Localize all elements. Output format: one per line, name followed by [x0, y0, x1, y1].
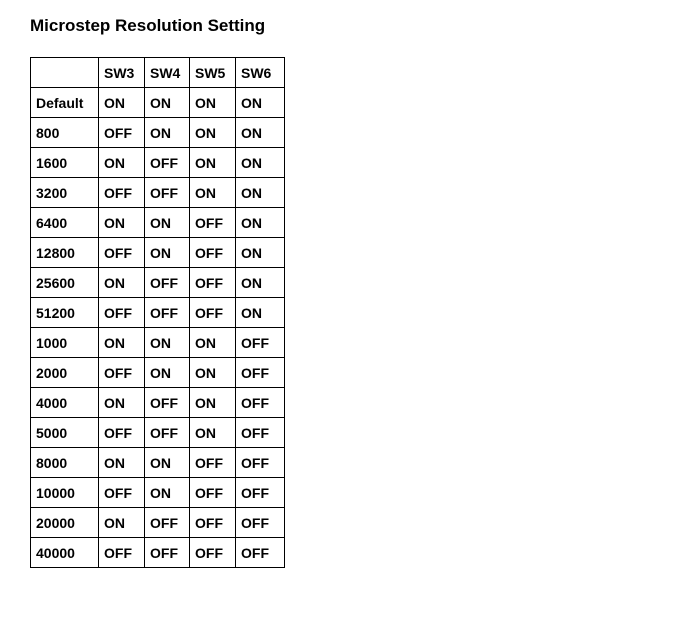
table-row — [31, 508, 285, 538]
table-row — [31, 388, 285, 418]
column-header-sw: SW3 — [99, 58, 145, 88]
switch-state-cell: OFF — [190, 298, 236, 328]
switch-state-cell: OFF — [236, 448, 285, 478]
switch-state-cell: ON — [99, 88, 145, 118]
table-row — [31, 148, 285, 178]
table-row — [31, 328, 285, 358]
switch-state-cell: ON — [99, 208, 145, 238]
resolution-cell: 12800 — [31, 238, 99, 268]
table-row — [31, 538, 285, 568]
resolution-cell: 4000 — [31, 388, 99, 418]
table-row — [31, 268, 285, 298]
resolution-cell: 6400 — [31, 208, 99, 238]
switch-state-cell: OFF — [190, 448, 236, 478]
table-row — [31, 418, 285, 448]
header-corner-cell — [31, 58, 99, 88]
switch-state-cell: ON — [99, 148, 145, 178]
switch-state-cell: OFF — [99, 418, 145, 448]
switch-state-cell: ON — [190, 358, 236, 388]
resolution-cell: Default — [31, 88, 99, 118]
table-row — [31, 298, 285, 328]
switch-state-cell: OFF — [236, 358, 285, 388]
switch-state-cell: ON — [145, 358, 190, 388]
switch-state-cell: OFF — [145, 148, 190, 178]
switch-state-cell: OFF — [236, 508, 285, 538]
resolution-cell: 25600 — [31, 268, 99, 298]
table-row — [31, 118, 285, 148]
switch-state-cell: OFF — [236, 328, 285, 358]
switch-state-cell: OFF — [145, 298, 190, 328]
switch-state-cell: OFF — [190, 238, 236, 268]
switch-state-cell: OFF — [190, 508, 236, 538]
table-row — [31, 478, 285, 508]
switch-state-cell: ON — [236, 208, 285, 238]
switch-state-cell: ON — [236, 118, 285, 148]
switch-state-cell: OFF — [99, 238, 145, 268]
switch-state-cell: OFF — [190, 268, 236, 298]
switch-state-cell: ON — [190, 418, 236, 448]
resolution-cell: 5000 — [31, 418, 99, 448]
resolution-cell: 51200 — [31, 298, 99, 328]
switch-state-cell: ON — [145, 328, 190, 358]
table-row — [31, 358, 285, 388]
resolution-cell: 1600 — [31, 148, 99, 178]
switch-state-cell: OFF — [145, 268, 190, 298]
switch-state-cell: ON — [236, 268, 285, 298]
column-header-sw: SW5 — [190, 58, 236, 88]
switch-state-cell: ON — [145, 208, 190, 238]
switch-state-cell: OFF — [190, 478, 236, 508]
switch-state-cell: OFF — [145, 388, 190, 418]
switch-state-cell: OFF — [99, 178, 145, 208]
switch-state-cell: ON — [99, 268, 145, 298]
switch-state-cell: ON — [190, 88, 236, 118]
switch-state-cell: OFF — [190, 208, 236, 238]
resolution-cell: 3200 — [31, 178, 99, 208]
resolution-cell: 40000 — [31, 538, 99, 568]
switch-state-cell: ON — [99, 328, 145, 358]
resolution-cell: 8000 — [31, 448, 99, 478]
switch-state-cell: OFF — [145, 418, 190, 448]
switch-state-cell: OFF — [145, 178, 190, 208]
column-header-sw: SW4 — [145, 58, 190, 88]
switch-state-cell: ON — [236, 178, 285, 208]
resolution-cell: 20000 — [31, 508, 99, 538]
page-title: Microstep Resolution Setting — [30, 16, 266, 35]
switch-state-cell: OFF — [145, 538, 190, 568]
switch-state-cell: ON — [145, 88, 190, 118]
switch-state-cell: ON — [99, 388, 145, 418]
switch-state-cell: OFF — [99, 118, 145, 148]
switch-state-cell: OFF — [190, 538, 236, 568]
resolution-cell: 1000 — [31, 328, 99, 358]
switch-state-cell: ON — [190, 178, 236, 208]
column-header-sw: SW6 — [236, 58, 285, 88]
switch-state-cell: ON — [145, 448, 190, 478]
microstep-resolution-table — [30, 57, 285, 568]
switch-state-cell: OFF — [236, 538, 285, 568]
table-row — [31, 238, 285, 268]
switch-state-cell: ON — [236, 238, 285, 268]
header-row — [31, 58, 285, 88]
switch-state-cell: OFF — [236, 418, 285, 448]
switch-state-cell: ON — [190, 118, 236, 148]
switch-state-cell: ON — [190, 148, 236, 178]
resolution-cell: 2000 — [31, 358, 99, 388]
resolution-cell: 10000 — [31, 478, 99, 508]
table-row — [31, 88, 285, 118]
switch-state-cell: ON — [190, 328, 236, 358]
switch-state-cell: OFF — [99, 358, 145, 388]
switch-state-cell: ON — [145, 478, 190, 508]
table-row — [31, 448, 285, 478]
switch-state-cell: ON — [145, 238, 190, 268]
switch-state-cell: ON — [236, 88, 285, 118]
table-row — [31, 208, 285, 238]
resolution-cell: 800 — [31, 118, 99, 148]
table-row — [31, 178, 285, 208]
switch-state-cell: OFF — [99, 538, 145, 568]
switch-state-cell: ON — [236, 298, 285, 328]
switch-state-cell: OFF — [99, 298, 145, 328]
switch-state-cell: ON — [236, 148, 285, 178]
switch-state-cell: OFF — [236, 478, 285, 508]
switch-state-cell: OFF — [145, 508, 190, 538]
switch-state-cell: ON — [99, 448, 145, 478]
switch-state-cell: OFF — [99, 478, 145, 508]
switch-state-cell: OFF — [236, 388, 285, 418]
switch-state-cell: ON — [145, 118, 190, 148]
switch-state-cell: ON — [190, 388, 236, 418]
switch-state-cell: ON — [99, 508, 145, 538]
